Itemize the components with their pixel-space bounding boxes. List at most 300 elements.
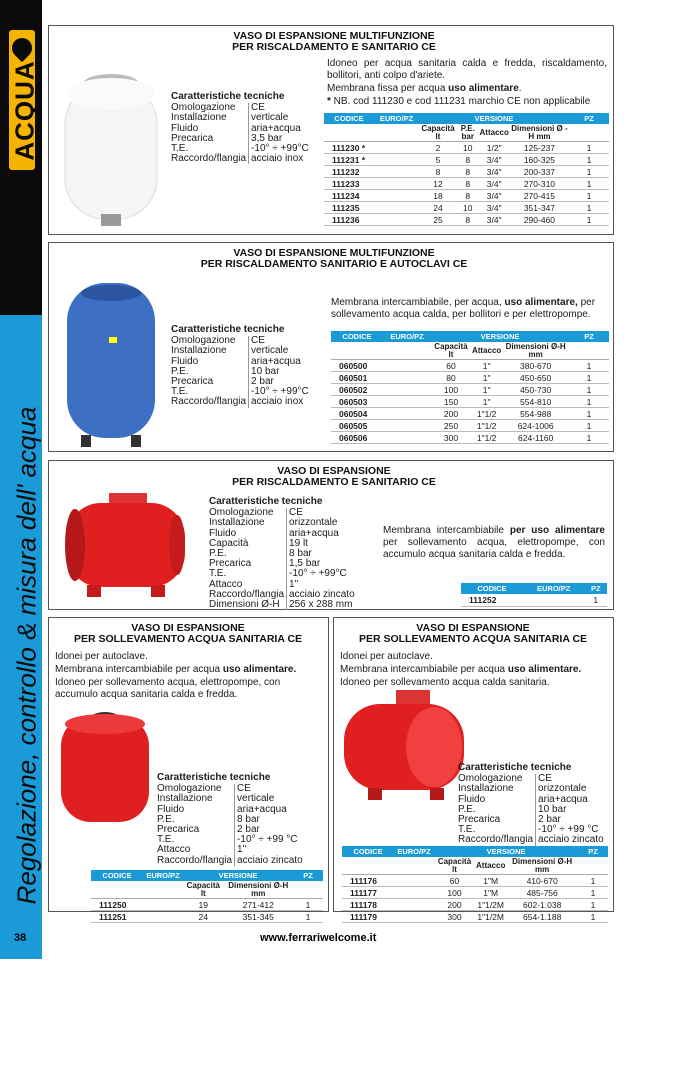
spec-label: Installazione [458,783,514,795]
spec-value: 10 bar [249,367,311,377]
table-row [324,202,609,214]
table-header [331,331,609,342]
value-cell: 1/2" [479,142,510,154]
header-pz: PZ [585,583,607,594]
code-cell: 111250 [91,899,143,911]
title-line-1: VASO DI ESPANSIONE [131,622,245,634]
spec-value: aria+acqua [536,795,606,805]
spec-label: Precarica [458,814,501,826]
product-title [199,31,469,53]
subheader-c1: Capacità lt [431,342,471,360]
product-table [342,846,608,923]
value-cell: 300 [434,911,475,923]
header-euro: EURO/PZ [394,846,434,857]
header-pz: PZ [569,113,609,124]
spec-label: Omologazione [171,102,236,114]
title-line-2: PER RISCALDAMENTO E SANITARIO CE [232,476,436,488]
spec-value: 1,5 bar [287,559,357,569]
table-row [331,432,609,444]
header-versione: VERSIONE [431,331,569,342]
spec-value: aria+acqua [287,529,357,539]
specs-heading: Caratteristiche tecniche [458,762,572,773]
table-subheader [91,881,323,899]
product-description [331,297,609,322]
price-cell [143,911,183,923]
spec-value: CE [536,774,606,784]
blank-cell [569,342,609,360]
blank-cell [394,857,434,875]
value-cell: 12 [419,178,457,190]
red-horizontal-tank-image [57,489,192,604]
desc-text: Membrana intercambiabile per acqua [55,664,223,675]
value-cell: 485-756 [506,887,578,899]
value-cell: 1"1/2 [471,408,502,420]
spec-label: Dimensioni Ø-H [209,599,280,611]
code-cell: 111177 [342,887,394,899]
value-cell: 8 [457,166,479,178]
product-title [199,466,469,488]
spec-value: 8 bar [287,549,357,559]
code-cell: 060503 [331,396,383,408]
spec-label: Raccordo/flangia [157,854,233,866]
spec-label: Fluido [209,527,237,539]
value-cell: 80 [431,372,471,384]
spec-value: aria+acqua [249,124,311,134]
price-cell [383,372,431,384]
subheader-c3: Attacco [479,124,510,142]
table-row [324,214,609,226]
desc-bold: uso alimentare [448,83,519,94]
spec-value: verticale [249,346,311,356]
value-cell: 1 [578,899,608,911]
value-cell: 24 [419,202,457,214]
header-pz: PZ [569,331,609,342]
spec-label: T.E. [171,143,189,155]
price-cell [383,420,431,432]
spec-value: CE [249,103,311,113]
value-cell: 1 [569,360,609,372]
specs-heading: Caratteristiche tecniche [171,91,285,102]
subheader-c3: Dimensioni Ø-H mm [502,342,569,360]
blank-cell [143,881,183,899]
value-cell: 10 [457,202,479,214]
spec-label: Raccordo/flangia [171,153,247,165]
spec-row [209,539,357,549]
spec-value: CE [235,784,305,794]
value-cell: 1 [569,190,609,202]
value-cell: 1" [471,372,502,384]
specs-heading: Caratteristiche tecniche [171,324,285,335]
value-cell: 160-325 [510,154,569,166]
value-cell: 24 [183,911,224,923]
product-description [340,651,608,690]
spec-row [171,357,311,367]
desc-note: NB. cod 111230 e cod 111231 marchio CE non applicabile [333,96,591,107]
table-row [342,875,608,887]
product-box-1 [48,25,614,235]
product-table [461,583,607,607]
price-cell [374,190,419,202]
spec-row [157,805,305,815]
value-cell: 1"1/2M [475,899,506,911]
table-header [324,113,609,124]
value-cell: 554-810 [502,396,569,408]
spec-value: 3,5 bar [249,134,311,144]
desc-text: Membrana intercambiabile, per acqua, [331,297,505,308]
header-versione: VERSIONE [183,870,293,881]
desc-line-1: Idoneo per acqua sanitaria calda e fredda, riscaldamento, bollitori, anti colpo d'ariete. [327,58,607,81]
header-euro: EURO/PZ [374,113,419,124]
value-cell: 1 [293,899,323,911]
page-number: 38 [14,932,27,944]
spec-label: T.E. [209,568,227,580]
value-cell: 1 [569,420,609,432]
table-row [91,911,323,923]
value-cell: 602-1.038 [506,899,578,911]
price-cell [383,384,431,396]
price-cell [383,408,431,420]
table-row [324,190,609,202]
desc-line-3: Idoneo per sollevamento acqua, elettropompe, con accumulo acqua sanitaria calda e fredda. [55,677,281,700]
desc-text: per sollevamento acqua, elettropompe, con accumulo acqua sanitaria calda e fredda. [383,537,605,560]
value-cell: 1 [569,214,609,226]
table-row [331,360,609,372]
subheader-c3: Dimensioni Ø-H mm [506,857,578,875]
value-cell: 1 [569,142,609,154]
table-row [324,154,609,166]
tech-specs [157,773,305,866]
spec-label: Installazione [171,112,227,124]
value-cell: 1" [471,396,502,408]
desc-text: . [518,83,522,94]
spec-label: T.E. [157,834,175,846]
product-box-3 [48,460,614,610]
spec-label: Precarica [171,132,214,144]
spec-label: Raccordo/flangia [458,834,534,846]
product-description [383,525,605,562]
spec-value: verticale [249,113,311,123]
value-cell: 1 [569,178,609,190]
value-cell: 200 [431,408,471,420]
product-description [327,58,607,109]
table-header [342,846,608,857]
table-subheader [324,124,609,142]
table-header [461,583,607,594]
spec-label: Precarica [157,824,200,836]
value-cell: 3/4" [479,190,510,202]
blank-cell [569,124,609,142]
product-title [53,623,323,645]
subheader-c2: P.E. bar [457,124,479,142]
tech-specs [458,763,606,846]
value-cell: 3/4" [479,154,510,166]
spec-label: T.E. [458,824,476,836]
price-cell [394,875,434,887]
value-cell: 450-730 [502,384,569,396]
spec-label: Raccordo/flangia [171,396,247,408]
spec-value: acciaio zincato [287,590,357,600]
spec-value: acciaio zincato [235,856,305,866]
header-versione: VERSIONE [419,113,569,124]
spec-label: Omologazione [171,335,236,347]
price-cell [383,396,431,408]
spec-label: Omologazione [458,773,523,785]
desc-bold: uso alimentare, [504,297,578,308]
desc-line-2 [327,83,607,95]
spec-label: Attacco [209,578,243,590]
spec-value: aria+acqua [249,357,311,367]
spec-label: Omologazione [209,507,274,519]
tech-specs [171,325,311,408]
value-cell: 8 [419,166,457,178]
spec-label: P.E. [171,365,189,377]
spec-label: Precarica [209,558,252,570]
spec-value: aria+acqua [235,805,305,815]
subheader-c1: Capacità lt [419,124,457,142]
footer-url: www.ferrariwelcome.it [260,932,377,944]
tech-specs [171,92,311,164]
spec-label: T.E. [171,386,189,398]
spec-label: Omologazione [157,783,222,795]
product-description [55,651,323,702]
value-cell: 271-412 [224,899,293,911]
code-cell: 111236 [324,214,374,226]
subheader-c1: Capacità lt [434,857,475,875]
header-codice: CODICE [342,846,394,857]
value-cell: 3/4" [479,214,510,226]
title-line-2: PER RISCALDAMENTO SANITARIO E AUTOCLAVI CE [200,258,468,270]
header-codice: CODICE [331,331,383,342]
code-cell: 111230 * [324,142,374,154]
spec-label: Installazione [171,345,227,357]
blank-cell [578,857,608,875]
value-cell: 1 [569,408,609,420]
value-cell: 2 [419,142,457,154]
product-table [91,870,323,923]
desc-text: Membrana intercambiabile [383,525,510,536]
code-cell: 111252 [461,594,523,606]
spec-value: -10° ÷ +99 °C [235,835,305,845]
value-cell: 1"1/2M [475,911,506,923]
spec-value: acciaio inox [249,397,311,407]
desc-line-1 [331,297,609,321]
spec-value: -10° ÷ +99°C [287,569,357,579]
blank-cell [383,342,431,360]
blank-cell [342,857,394,875]
section-subtitle: Regolazione, controllo & misura dell' acqua [11,406,42,905]
value-cell: 410-670 [506,875,578,887]
blank-cell [293,881,323,899]
spec-value: 2 bar [536,815,606,825]
value-cell: 1" [471,384,502,396]
spec-row [458,795,606,805]
subheader-c1: Capacità lt [183,881,224,899]
value-cell: 270-310 [510,178,569,190]
spec-value: verticale [235,794,305,804]
spec-label: P.E. [209,548,227,560]
value-cell: 3/4" [479,178,510,190]
header-codice: CODICE [324,113,374,124]
value-cell: 654-1.188 [506,911,578,923]
spec-label: Fluido [157,803,185,815]
value-cell: 150 [431,396,471,408]
subheader-c4: Dimensioni Ø - H mm [511,124,568,141]
desc-line-1 [383,525,605,561]
spec-value: 1" [287,580,357,590]
value-cell: 351-347 [510,202,569,214]
spec-value: acciaio inox [249,154,311,164]
value-cell: 3/4" [479,202,510,214]
code-cell: 060500 [331,360,383,372]
value-cell: 554-988 [502,408,569,420]
spec-value: 10 bar [536,805,606,815]
price-cell [383,360,431,372]
header-codice: CODICE [91,870,143,881]
spec-value: 2 bar [249,377,311,387]
table-row [324,142,609,154]
value-cell: 450-650 [502,372,569,384]
code-cell: 111233 [324,178,374,190]
price-cell [383,432,431,444]
value-cell: 270-415 [510,190,569,202]
subheader-c2: Attacco [475,857,506,875]
product-table [331,331,609,444]
title-line-1: VASO DI ESPANSIONE MULTIFUNZIONE [233,247,435,259]
value-cell: 1 [569,396,609,408]
table-header [91,870,323,881]
spec-label: Attacco [157,844,191,856]
blank-cell [374,124,419,142]
value-cell: 8 [457,214,479,226]
value-cell: 1 [569,202,609,214]
title-line-2: PER SOLLEVAMENTO ACQUA SANITARIA CE [358,633,588,645]
value-cell: 60 [431,360,471,372]
value-cell: 200-337 [510,166,569,178]
table-row [331,420,609,432]
price-cell [374,202,419,214]
spec-value: CE [249,336,311,346]
value-cell: 8 [457,154,479,166]
spec-label: Capacità [209,537,249,549]
value-cell: 624-1006 [502,420,569,432]
table-row [331,408,609,420]
value-cell: 300 [431,432,471,444]
desc-line-1: Idonei per autoclave. [340,651,433,662]
code-cell: 111231 * [324,154,374,166]
table-row [331,372,609,384]
product-title [179,248,489,270]
desc-line-2 [340,664,608,676]
spec-label: Fluido [458,793,486,805]
header-euro: EURO/PZ [143,870,183,881]
title-line-1: VASO DI ESPANSIONE [277,465,391,477]
value-cell: 1"1/2 [471,432,502,444]
spec-value: acciaio zincato [536,835,606,845]
spec-value: 1" [235,845,305,855]
white-tank-image [59,54,164,229]
price-cell [374,142,419,154]
value-cell: 1 [569,372,609,384]
spec-label: Fluido [171,122,199,134]
table-subheader [331,342,609,360]
table-row [331,396,609,408]
price-cell [394,887,434,899]
value-cell: 100 [431,384,471,396]
blue-tank-image [61,275,161,450]
value-cell: 1 [578,887,608,899]
code-cell: 111234 [324,190,374,202]
spec-value: -10° ÷ +99°C [249,144,311,154]
table-row [331,384,609,396]
spec-value: 256 x 288 mm [287,600,357,610]
table-row [324,166,609,178]
value-cell: 3/4" [479,166,510,178]
value-cell: 5 [419,154,457,166]
code-cell: 060506 [331,432,383,444]
desc-line-3: Idoneo per sollevamento acqua calda sanitaria. [340,677,550,688]
spec-value: orizzontale [536,784,606,794]
spec-value: orizzontale [287,518,357,528]
value-cell: 18 [419,190,457,202]
price-cell [523,594,585,606]
value-cell: 624-1160 [502,432,569,444]
code-cell: 111176 [342,875,394,887]
value-cell: 351-345 [224,911,293,923]
product-box-5 [333,617,614,922]
code-cell: 111251 [91,911,143,923]
value-cell: 100 [434,887,475,899]
header-pz: PZ [578,846,608,857]
blank-cell [324,124,374,142]
spec-label: Installazione [209,517,265,529]
code-cell: 111232 [324,166,374,178]
code-cell: 060502 [331,384,383,396]
title-line-2: PER SOLLEVAMENTO ACQUA SANITARIA CE [73,633,303,645]
desc-line-2 [55,664,323,676]
blank-cell [91,881,143,899]
price-cell [143,899,183,911]
value-cell: 8 [457,178,479,190]
spec-row [171,154,311,164]
sidebar [0,0,42,959]
header-euro: EURO/PZ [523,583,585,594]
value-cell: 1 [293,911,323,923]
table-row [461,594,607,606]
value-cell: 19 [183,899,224,911]
spec-label: Precarica [171,376,214,388]
value-cell: 200 [434,899,475,911]
value-cell: 250 [431,420,471,432]
specs-heading: Caratteristiche tecniche [209,496,323,507]
code-cell: 060501 [331,372,383,384]
table-row [324,178,609,190]
price-cell [374,214,419,226]
value-cell: 1 [569,154,609,166]
spec-label: Installazione [157,793,213,805]
desc-bold: per uso alimentare [509,525,605,536]
desc-text: Membrana fissa per acqua [327,83,449,94]
price-cell [374,154,419,166]
table-row [342,899,608,911]
section-title: ACQUA [9,60,40,161]
value-cell: 8 [457,190,479,202]
table-row [342,911,608,923]
spec-value: -10° ÷ +99°C [249,387,311,397]
red-horizontal-tank-image [338,688,468,808]
blank-cell [331,342,383,360]
value-cell: 1 [569,384,609,396]
header-codice: CODICE [461,583,523,594]
